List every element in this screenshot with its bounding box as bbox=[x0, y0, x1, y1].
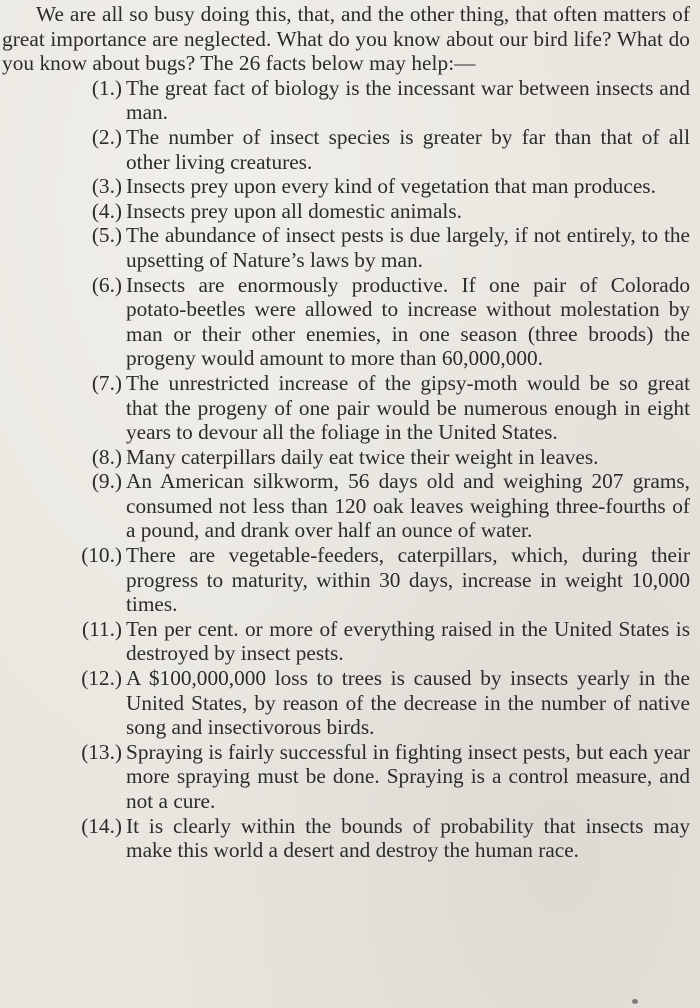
fact-text: An American silkworm, 56 days old and weighing 207 grams, consumed not less than 120 oak leaves weighing three-fourths of a pound, and drank over half an ounce of water. bbox=[126, 469, 690, 543]
fact-number: (3.) bbox=[91, 174, 122, 199]
fact-item-9 bbox=[2, 469, 690, 543]
ink-speck bbox=[632, 999, 638, 1004]
fact-number: (12.) bbox=[81, 666, 122, 691]
fact-text: The unrestricted increase of the gipsy-moth would be so great that the progeny of one pair would be numerous enough in eight years to devour all the foliage in the United States. bbox=[126, 370, 690, 445]
fact-item-13 bbox=[2, 740, 690, 814]
fact-text: A $100,000,000 loss to trees is caused by insects yearly in the United States, by reason of the decrease in the number of native song and insectivorous birds. bbox=[126, 666, 690, 740]
fact-item-12 bbox=[2, 666, 690, 740]
fact-text: It is clearly within the bounds of probability that insects may make this world a desert and destroy the human race. bbox=[126, 813, 690, 863]
fact-item-6 bbox=[2, 273, 690, 371]
fact-item-3 bbox=[2, 174, 690, 199]
fact-number: (8.) bbox=[91, 444, 122, 469]
fact-item-4 bbox=[2, 199, 690, 224]
fact-text: Insects prey upon all domestic animals. bbox=[126, 198, 462, 223]
fact-item-14 bbox=[2, 814, 690, 863]
fact-item-5 bbox=[2, 223, 690, 272]
intro-paragraph: We are all so busy doing this, that, and the other thing, that often matters of great importance are neglected. What do you know about our bird life? What do you know about bugs? The 26 facts below may help:— bbox=[2, 2, 690, 76]
fact-item-10 bbox=[2, 543, 690, 617]
fact-item-2 bbox=[2, 125, 690, 174]
fact-number: (2.) bbox=[91, 124, 122, 149]
fact-text: The great fact of biology is the incessant war between insects and man. bbox=[126, 75, 690, 125]
fact-text: Spraying is fairly successful in fighting insect pests, but each year more spraying must be done. Spraying is a control measure, and not a cure. bbox=[126, 739, 690, 813]
fact-number: (4.) bbox=[91, 198, 122, 223]
fact-text: Many caterpillars daily eat twice their weight in leaves. bbox=[126, 444, 599, 469]
fact-number: (1.) bbox=[91, 75, 122, 100]
fact-text: The abundance of insect pests is due largely, if not entirely, to the upsetting of Nature’s laws by man. bbox=[126, 223, 690, 272]
fact-item-7 bbox=[2, 371, 690, 445]
fact-number: (9.) bbox=[91, 469, 122, 494]
fact-number: (5.) bbox=[91, 223, 122, 248]
fact-number: (7.) bbox=[91, 370, 122, 395]
fact-item-8 bbox=[2, 445, 690, 470]
fact-text: Insects are enormously productive. If one pair of Colorado potato-beetles were allowed to increase without molestation by man or their other enemies, in one season (three broods) the progeny would amount to more than 60,000,000. bbox=[126, 272, 690, 371]
facts-list bbox=[2, 76, 690, 863]
fact-number: (14.) bbox=[81, 813, 122, 838]
fact-text: Ten per cent. or more of everything raised in the United States is destroyed by insect pests. bbox=[126, 616, 690, 666]
fact-number: (13.) bbox=[81, 739, 122, 764]
fact-item-1 bbox=[2, 76, 690, 125]
fact-number: (10.) bbox=[81, 543, 122, 568]
fact-text: The number of insect species is greater by far than that of all other living creatures. bbox=[126, 124, 690, 174]
fact-number: (11.) bbox=[81, 616, 122, 641]
fact-item-11 bbox=[2, 617, 690, 666]
fact-text: There are vegetable-feeders, caterpillars, which, during their progress to maturity, within 30 days, increase in weight 10,000 times. bbox=[126, 543, 690, 617]
fact-number: (6.) bbox=[91, 272, 122, 297]
fact-text: Insects prey upon every kind of vegetation that man produces. bbox=[126, 174, 656, 199]
